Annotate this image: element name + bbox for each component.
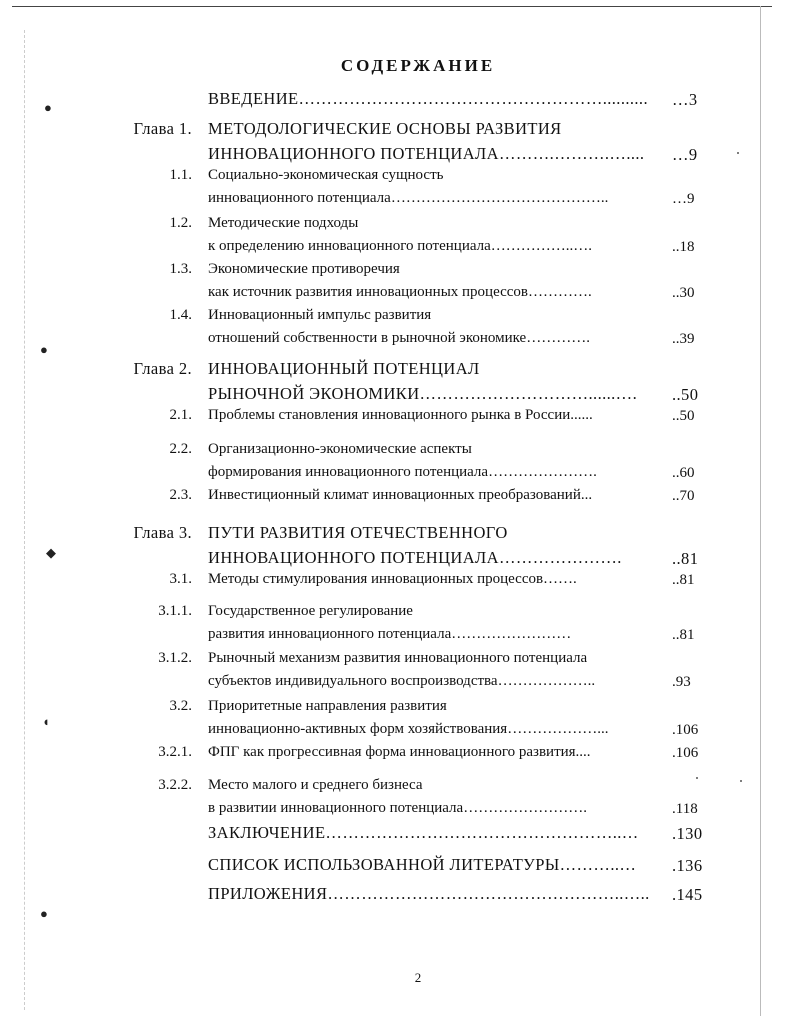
toc-entry-line: Социально-экономическая сущность	[208, 167, 444, 183]
toc-entry-line: в развитии инновационного потенциала…………………….	[208, 800, 587, 816]
toc-entry-number: Глава 2.	[133, 359, 192, 378]
scan-speck	[696, 777, 698, 779]
scan-border-right	[760, 6, 761, 1016]
punch-hole-icon: ●	[44, 100, 52, 115]
toc-entry-title	[208, 774, 658, 820]
toc-entry-page: ..81	[672, 572, 695, 588]
toc-entry-title	[208, 164, 658, 210]
toc-entry-number: 1.1.	[169, 167, 192, 183]
scan-fold-left	[24, 30, 26, 1010]
toc-entry-page: …9	[672, 145, 698, 164]
toc-entry-line: Инновационный импульс развития	[208, 307, 432, 323]
toc-entry-title	[208, 86, 658, 111]
toc-entry-line: ИННОВАЦИОННОГО ПОТЕНЦИАЛА……….……….…....	[208, 144, 645, 163]
toc-entry-title	[208, 881, 658, 906]
toc-entry-line: Место малого и среднего бизнеса	[208, 777, 423, 793]
toc-entry-title	[208, 695, 658, 741]
toc-entry-line: ПУТИ РАЗВИТИЯ ОТЕЧЕСТВЕННОГО	[208, 523, 508, 542]
toc-entry-line: ФПГ как прогрессивная форма инновационного развития....	[208, 744, 591, 760]
toc-entry-number: 2.3.	[169, 487, 192, 503]
punch-hole-icon: ◆	[46, 545, 56, 560]
toc-entry-page: …9	[672, 191, 695, 207]
toc-entry-page: …3	[672, 90, 698, 109]
toc-entry-page: .106	[672, 745, 699, 761]
toc-entry-number: 3.1.1.	[158, 603, 192, 619]
toc-entry-title	[208, 116, 658, 166]
toc-entry-number: 3.2.	[169, 698, 192, 714]
toc-entry-number: 3.1.	[169, 571, 192, 587]
toc-entry-line: ИННОВАЦИОННОГО ПОТЕНЦИАЛА………………….	[208, 548, 622, 567]
toc-entry-number: 2.1.	[169, 407, 192, 423]
toc-entry-page: ..60	[672, 465, 695, 481]
toc-entry-line: к определению инновационного потенциала……………..….	[208, 238, 593, 254]
toc-entry-page: ..18	[672, 239, 695, 255]
toc-entry-title	[208, 304, 658, 350]
toc-entry-line: СПИСОК ИСПОЛЬЗОВАННОЙ ЛИТЕРАТУРЫ………..…	[208, 855, 637, 874]
toc-entry-number: 1.4.	[169, 307, 192, 323]
toc-entry-line: Организационно-экономические аспекты	[208, 441, 472, 457]
toc-entry-line: ПРИЛОЖЕНИЯ……………………………………………..…..	[208, 884, 650, 903]
toc-entry-title	[208, 741, 658, 764]
scan-border-top	[12, 0, 772, 7]
toc-entry-title	[208, 404, 658, 427]
toc-entry-title	[208, 212, 658, 258]
toc-entry-page: .130	[672, 824, 703, 843]
toc-entry-title	[208, 520, 658, 570]
page-title: СОДЕРЖАНИЕ	[340, 56, 496, 75]
toc-entry-number: 3.2.2.	[158, 777, 192, 793]
toc-entry-number: Глава 1.	[133, 119, 192, 138]
toc-entry-page: ..39	[672, 331, 695, 347]
toc-entry-page: .93	[672, 674, 691, 690]
toc-entry-line: инновационного потенциала……………………………………..	[208, 190, 609, 206]
toc-entry-line: Экономические противоречия	[208, 261, 400, 277]
toc-entry-line: отношений собственности в рыночной экономике………….	[208, 330, 590, 346]
toc-entry-line: Приоритетные направления развития	[208, 698, 447, 714]
toc-entry-number: 1.3.	[169, 261, 192, 277]
toc-entry-line: Рыночный механизм развития инновационного потенциала	[208, 650, 588, 666]
toc-entry-page: ..70	[672, 488, 695, 504]
toc-entry-line: РЫНОЧНОЙ ЭКОНОМИКИ…………………………......….	[208, 384, 638, 403]
toc-entry-page: ..81	[672, 549, 699, 568]
toc-entry-line: формирования инновационного потенциала………………….	[208, 464, 597, 480]
toc-entry-number: 3.2.1.	[158, 744, 192, 760]
toc-entry-title	[208, 820, 658, 845]
toc-entry-page: ..30	[672, 285, 695, 301]
scan-speck	[740, 780, 742, 782]
toc-entry-line: развития инновационного потенциала……………………	[208, 626, 572, 642]
toc-entry-number: 1.2.	[169, 215, 192, 231]
toc-entry-title	[208, 438, 658, 484]
toc-entry-line: субъектов индивидуального воспроизводства………………..	[208, 673, 596, 689]
toc-entry-line: Государственное регулирование	[208, 603, 413, 619]
toc-entry-title	[208, 852, 658, 877]
toc-entry-title	[208, 568, 658, 591]
toc-entry-line: ЗАКЛЮЧЕНИЕ……………………………………………..…	[208, 823, 639, 842]
toc-entry-number: 2.2.	[169, 441, 192, 457]
toc-entry-title	[208, 600, 658, 646]
toc-entry-line: МЕТОДОЛОГИЧЕСКИЕ ОСНОВЫ РАЗВИТИЯ	[208, 119, 562, 138]
toc-entry-line: Методы стимулирования инновационных процессов…….	[208, 571, 577, 587]
toc-entry-number: 3.1.2.	[158, 650, 192, 666]
toc-entry-page: .118	[672, 801, 698, 817]
toc-entry-page: .136	[672, 856, 703, 875]
toc-entry-page: ..81	[672, 627, 695, 643]
toc-entry-line: Проблемы становления инновационного рынка в России......	[208, 407, 593, 423]
punch-hole-icon: ◖	[42, 714, 50, 729]
toc-entry-line: ВВЕДЕНИЕ………………………………………………..........	[208, 89, 648, 108]
toc-entry-title	[208, 484, 658, 507]
toc-entry-page: .145	[672, 885, 703, 904]
toc-entry-number: Глава 3.	[133, 523, 192, 542]
page-number: 2	[414, 970, 422, 985]
toc-entry-page: ..50	[672, 385, 699, 404]
toc-entry-line: Методические подходы	[208, 215, 359, 231]
punch-hole-icon: ●	[40, 906, 48, 921]
toc-entry-title	[208, 258, 658, 304]
toc-entry-line: как источник развития инновационных процессов………….	[208, 284, 592, 300]
punch-hole-icon: ●	[40, 342, 48, 357]
toc-entry-title	[208, 647, 658, 693]
toc-entry-line: Инвестиционный климат инновационных преобразований...	[208, 487, 593, 503]
toc-entry-line: ИННОВАЦИОННЫЙ ПОТЕНЦИАЛ	[208, 359, 480, 378]
toc-entry-page: .106	[672, 722, 699, 738]
toc-entry-page: ..50	[672, 408, 695, 424]
scan-speck	[737, 152, 739, 154]
toc-entry-line: инновационно-активных форм хозяйствования………………...	[208, 721, 609, 737]
toc-entry-title	[208, 356, 658, 406]
